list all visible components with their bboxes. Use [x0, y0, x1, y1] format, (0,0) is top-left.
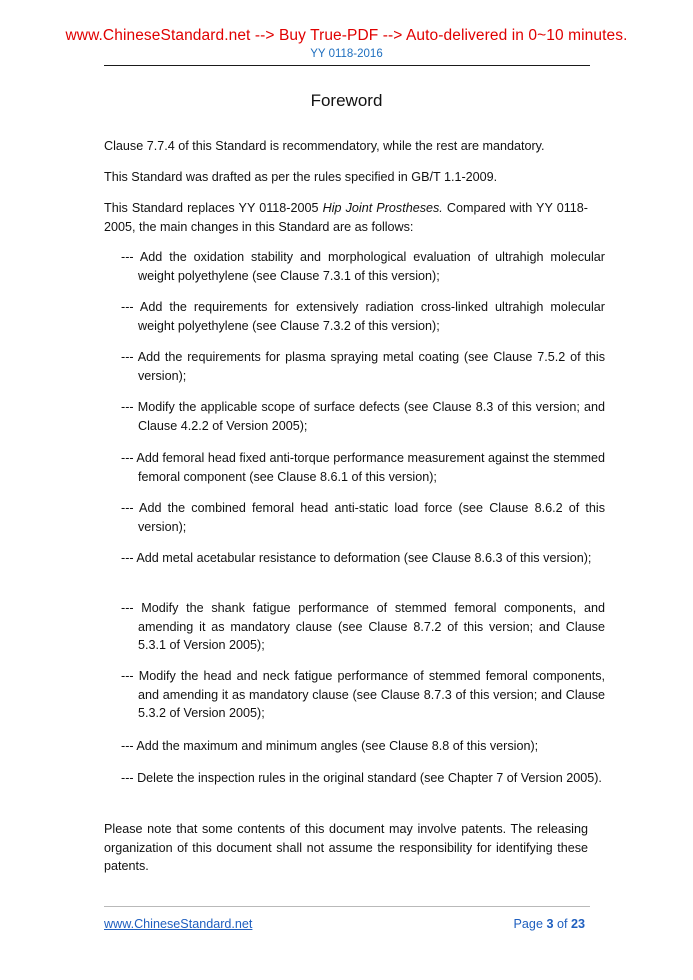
page-of-label: of: [553, 917, 571, 931]
page-title: Foreword: [310, 91, 383, 110]
footer-divider: [104, 906, 590, 907]
change-item: --- Add the requirements for plasma spraying metal coating (see Clause 7.5.2 of this version);: [121, 350, 605, 383]
change-item: --- Add the maximum and minimum angles (see Clause 8.8 of this version);: [121, 739, 539, 753]
standard-code: YY 0118-2016: [310, 48, 383, 60]
change-item: --- Delete the inspection rules in the original standard (see Chapter 7 of Version 2005).: [121, 771, 602, 785]
replaces-text: This Standard replaces YY 0118-2005: [104, 201, 323, 215]
change-item: --- Add the combined femoral head anti-static load force (see Clause 8.6.2 of this version);: [121, 501, 605, 534]
change-item: --- Modify the applicable scope of surface defects (see Clause 8.3 of this version; and Clause 4.2.2 of Version 2005);: [121, 400, 605, 433]
header-divider: [104, 65, 590, 66]
change-item: --- Add the requirements for extensively radiation cross-linked ultrahigh molecular weight polyethylene (see Clause 7.3.2 of this version);: [121, 300, 605, 333]
changes-intro-text: Compared with YY 0118-2005, the main changes in this Standard are as follows:: [104, 201, 589, 234]
change-item: --- Modify the shank fatigue performance of stemmed femoral components, and amending it as mandatory clause (see Clause 8.7.2 of this version; and Clause 5.3.1 of Version 2005);: [121, 601, 605, 652]
change-item: --- Add the oxidation stability and morphological evaluation of ultrahigh molecular weight polyethylene (see Clause 7.3.1 of this version);: [121, 250, 605, 283]
page-label: Page: [513, 917, 547, 931]
promo-banner: www.ChineseStandard.net --> Buy True-PDF --> Auto-delivered in 0~10 minutes.: [65, 27, 628, 44]
paragraph-drafting-rules: This Standard was drafted as per the rules specified in GB/T 1.1-2009.: [104, 170, 498, 184]
change-item: --- Modify the head and neck fatigue performance of stemmed femoral components, and amending it as mandatory clause (see Clause 8.7.3 of this version; and Clause 5.3.2 of Version 2005);: [121, 669, 605, 720]
paragraph-recommendatory: Clause 7.7.4 of this Standard is recommendatory, while the rest are mandatory.: [104, 139, 545, 153]
page-current: 3: [546, 917, 554, 931]
page-indicator: [514, 917, 585, 931]
paragraph-patents: Please note that some contents of this document may involve patents. The releasing organization of this document shall not assume the responsibility for identifying these patents.: [104, 822, 588, 873]
replaced-standard-title: Hip Joint Prostheses.: [322, 201, 443, 215]
page-total: 23: [570, 917, 585, 931]
paragraph-replaces: [104, 199, 588, 236]
change-item: --- Add femoral head fixed anti-torque performance measurement against the stemmed femoral component (see Clause 8.6.1 of this version);: [121, 451, 605, 484]
footer-website-link[interactable]: www.ChineseStandard.net: [104, 917, 253, 931]
change-item: --- Add metal acetabular resistance to deformation (see Clause 8.6.3 of this version);: [121, 551, 592, 565]
